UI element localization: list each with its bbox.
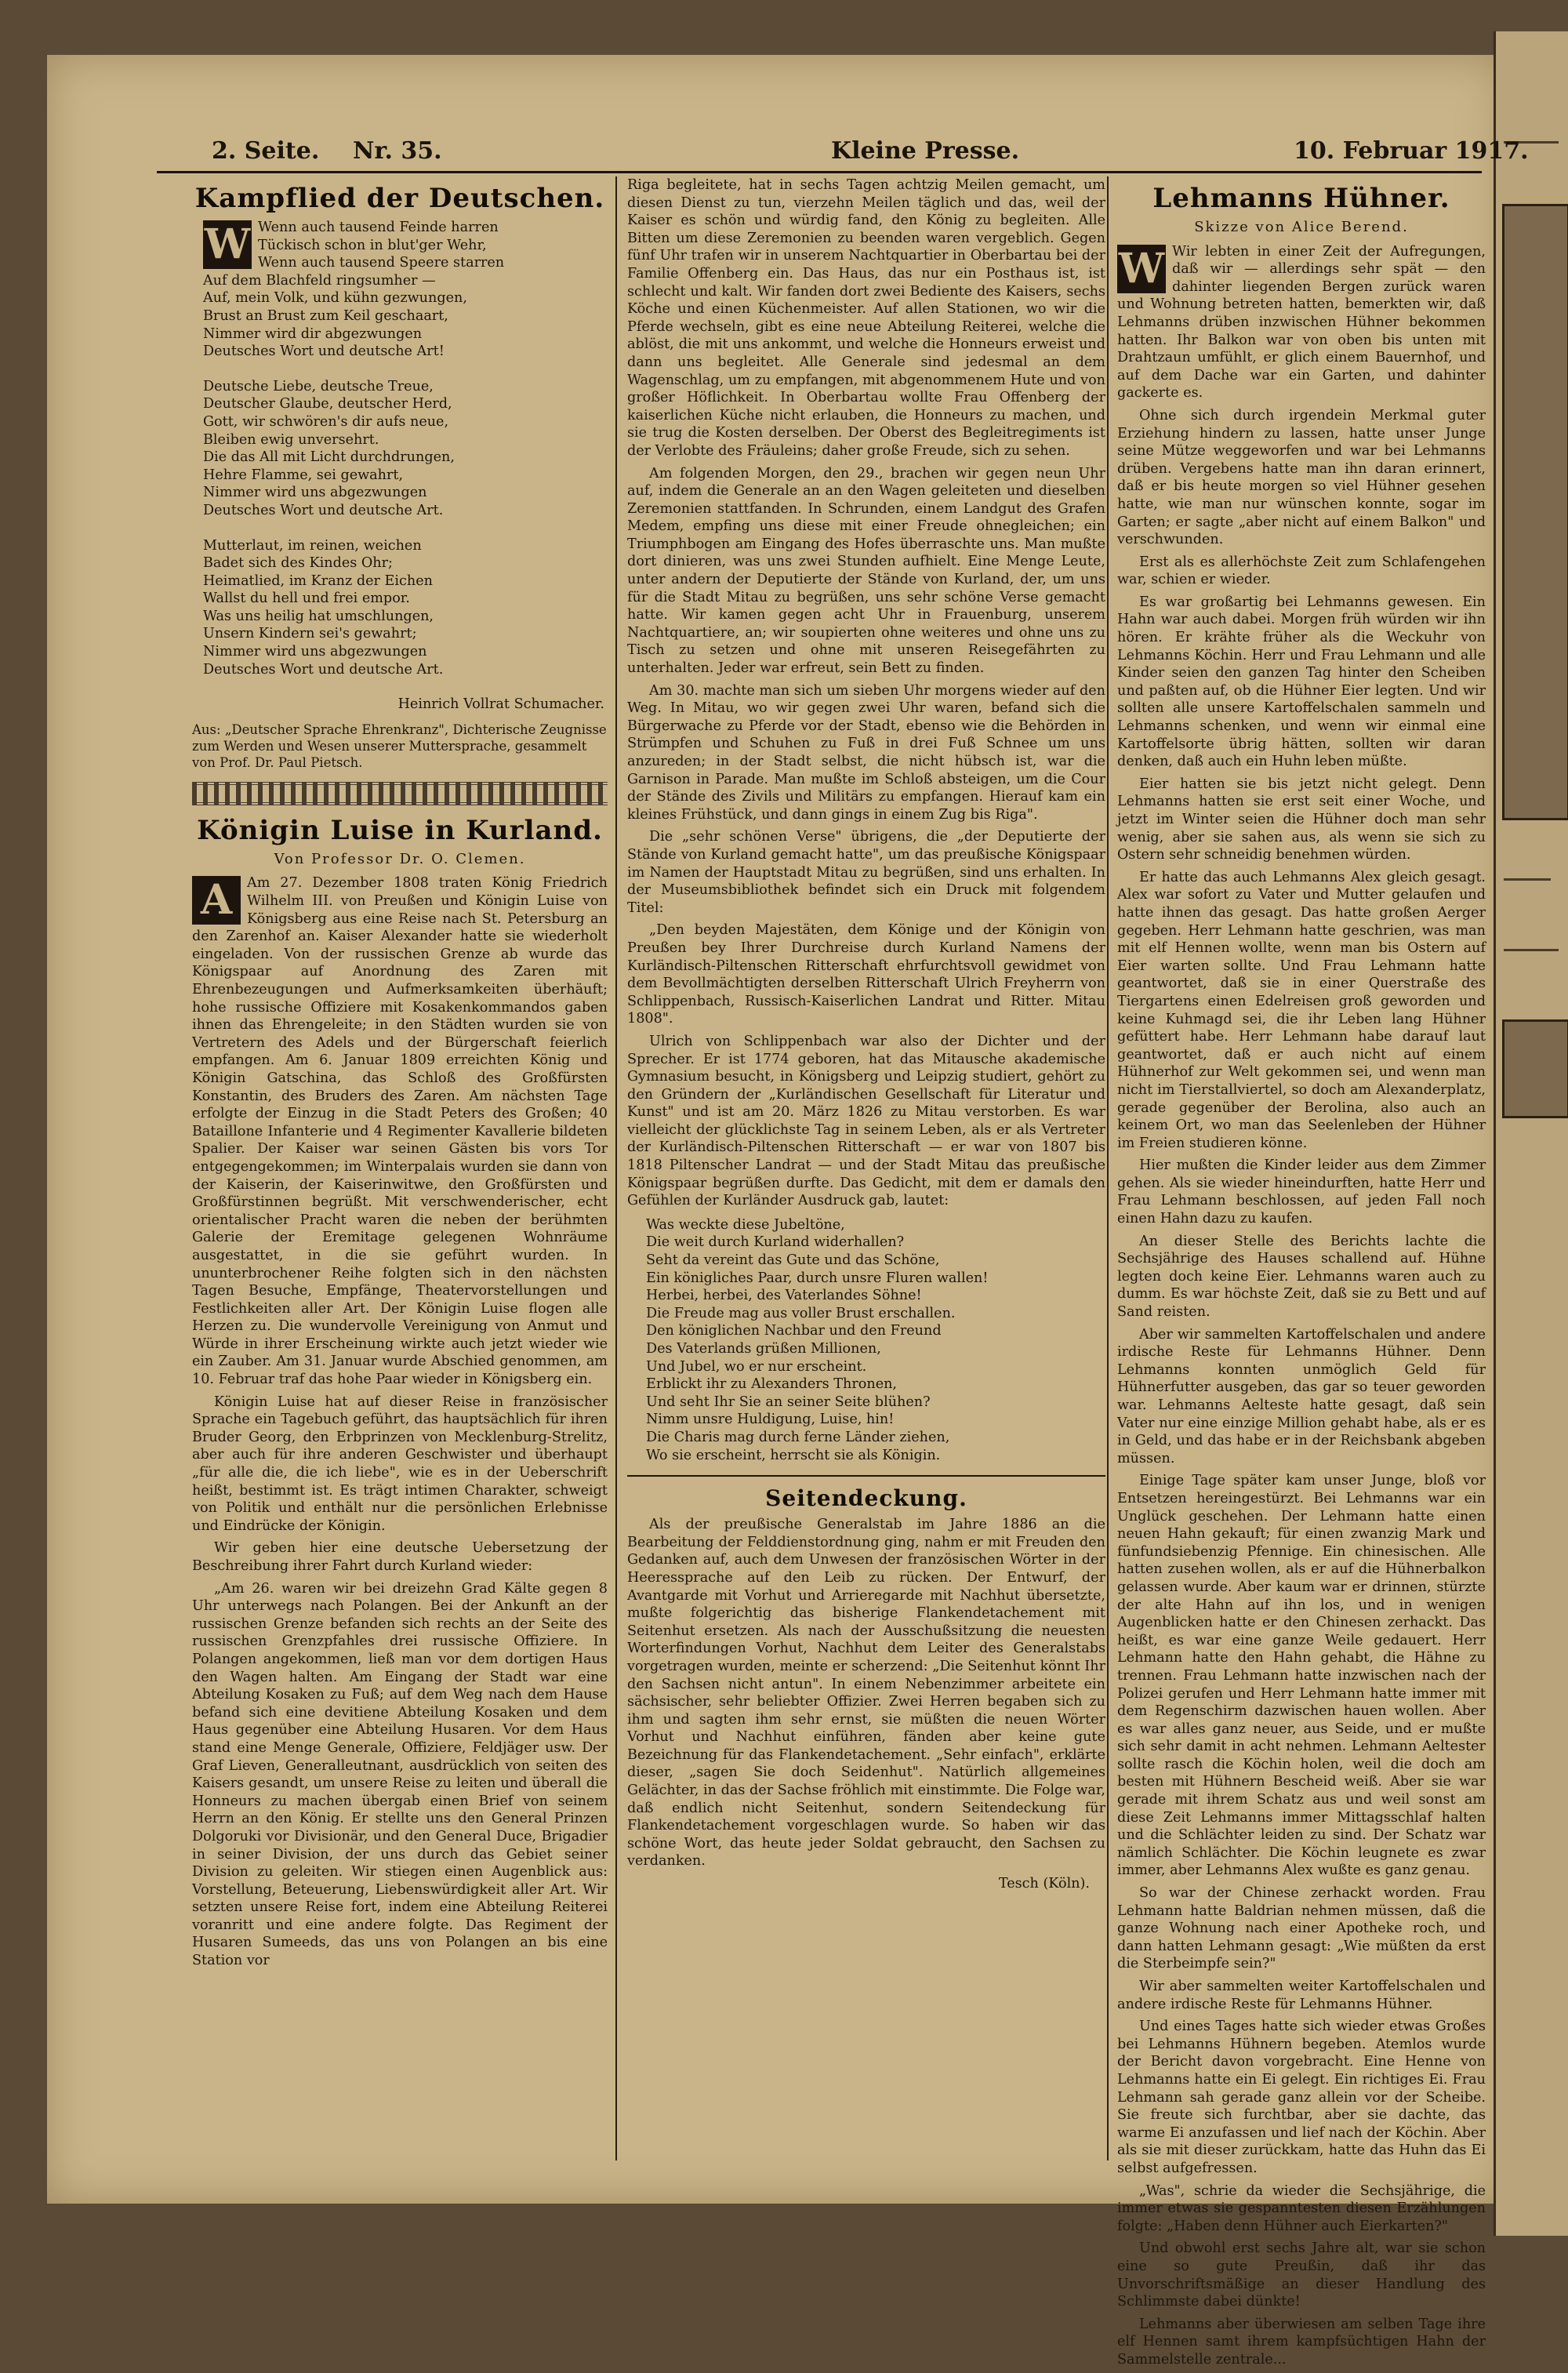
huehner-para-2: Ohne sich durch irgendein Merkmal guter Erziehung hindern zu lassen, hatte unser Junge seine Mütze weggeworfen und war bei Lehmanns drüben. Vergebens hatte man ihn daran erinnert, daß er bis heute morgen so viel Hühner gesehen hatte, wie man nur wünschen konnte, sogar im Garten; er sagte „aber nicht auf einem Balkon" und verschwunden. — [1117, 407, 1486, 548]
huehner-para-7: Hier mußten die Kinder leider aus dem Zimmer gehen. Als sie wieder hineindurften, hatte Herr und Frau Lehmann beschlossen, auf jeden Fall noch einen Hahn dazu zu kaufen. — [1117, 1157, 1486, 1227]
huehner-para-8: An dieser Stelle des Berichts lachte die Sechsjährige des Hauses schallend auf. Hühne legten doch keine Eier. Lehmanns waren auch zu dumm. Es war höchste Zeit, daß sie zu Bett und auf Sand reisten. — [1117, 1233, 1486, 1321]
dropcap-w2: W — [1118, 244, 1165, 293]
kampflied-title: Kampflied der Deutschen. — [194, 183, 605, 214]
col2-para-1: Riga begleitete, hat in sechs Tagen achtzig Meilen gemacht, um diesen Dienst zu tun, vierzehn Meilen täglich und das, weil der Kaiser es schön und würdig fand, den König zu begleiten. Alle Bitten um diese Zeremonien zu beenden waren vergeblich. Gegen fünf Uhr trafen wir in unserem Nachtquartier in Oberbartau bei der Familie Offenberg ein. Das Haus, das nur ein Posthaus ist, ist schlecht und kalt. Wir fanden dort zwei Bediente des Kaisers, sechs Köche und einen Küchenmeister. Auf allen Stationen, wo wir die Pferde wechseln, gibt es eine neue Abteilung Reiterei, welche die ablöst, die mit uns ankommt, und welche die Honneurs erweist und dann uns begleitet. Alle Generale sind jedesmal an dem Wagenschlag, um zu empfangen, mit abgenommenem Hute und von großer Höflichkeit. In Oberbartau wollte Frau Offenberg der kaiserlichen Küche nicht erlauben, die Honneurs zu machen, und sie trug die Kosten derselben. Der Oberst des Begleitregiments ist der Verlobte des Fräuleins; daher große Freude, sich zu sehen. — [627, 177, 1105, 459]
huehner-para-11: So war der Chinese zerhackt worden. Frau Lehmann hatte Baldrian nehmen müssen, daß die ganze Wohnung nach einer Apotheke roch, und dann hatten Lehmann gesagt: „Wie müßten da erst die Sterbeimpfe sein?" — [1117, 1885, 1486, 1972]
adjacent-page-edge — [1494, 31, 1568, 2236]
luise-para-1: Am 27. Dezember 1808 traten König Friedrich Wilhelm III. von Preußen und Königin Luise von Königsberg aus eine Reise nach St. Petersburg an den Zarenhof an. Kaiser Alexander hatte sie wiederholt eingeladen. Von der russischen Grenze ab wurde das Königspaar auf Anordnung des Zaren mit Ehrenbezeugungen und Aufmerksamkeiten überhäuft; hohe russische Offiziere mit Kosakenkommandos gaben ihnen das Ehrengeleite; in den Städten wurden sie von Vertretern des Adels und der Bürgerschaft feierlich empfangen. Am 6. Januar 1809 erreichten König und Königin Gatschina, das Schloß des Großfürsten Konstantin, des Bruders des Zaren. Am nächsten Tage erfolgte der Einzug in die Stadt Peters des Großen; 40 Bataillone Infanterie und 4 Regimenter Kavallerie bildeten Spalier. Der Kaiser war seinen Gästen bis vors Tor entgegengekommen; im Winterpalais wurden sie dann von der Kaiserin, der Kaiserinwitwe, den Großfürsten und Großfürstinnen begrüßt. Mit verschwenderischer, echt orientalischer Pracht waren die neben der berühmten Galerie der Eremitage gelegenen Wohnräume ausgestattet, in die sie geführt wurden. In ununterbrochener Reihe folgten sich in den nächsten Tagen Besuche, Empfänge, Theatervorstellungen und Festlichkeiten aller Art. Der Königin Luise flogen alle Herzen zu. Die wundervolle Vereinigung von Anmut und Würde in ihrer Erscheinung wirkte auch jetzt wieder wie ein Zauber. Am 31. Januar wurde Abschied genommen, am 10. Februar traf das hohe Paar wieder in Königsberg ein. — [192, 875, 608, 1388]
huehner-para-5: Eier hatten sie bis jetzt nicht gelegt. Denn Lehmanns hatten sie erst seit einer Woche, und jetzt im Winter seien die Hühner doch man sehr wenig, aber sie sahen aus, als wenn sie sich zu Ostern sehr schneidig benehmen würden. — [1117, 776, 1486, 863]
huehner-title: Lehmanns Hühner. — [1152, 183, 1450, 214]
huehner-para-6: Er hatte das auch Lehmanns Alex gleich gesagt. Alex war sofort zu Vater und Mutter gelaufen und hatte ihnen das gesagt. Das hatte großen Aerger gegeben. Herr Lehmann hatte geschrien, was man mit elf Hennen wollte, wenn man bis Ostern auf Eier warten sollte. Und Frau Lehmann hatte geantwortet, daß sie in einer Querstraße des Tiergartens einen Edelreisen groß geworden und keine Kuhmagd sei, die ihr Leben lang Hühner gefüttert habe. Herr Lehmann habe darauf laut geantwortet, daß er auch nicht auf einem Hühnerhof zur Welt gekommen sei, und wenn man nicht im Tierstallviertel, so doch am Alexanderplatz, gerade gegenüber der Berolina, also auch an keinem Ort, wo man das Seelenleben der Hühner im Freien studieren könne. — [1117, 869, 1486, 1151]
huehner-para-12: Wir aber sammelten weiter Kartoffelschalen und andere irdische Reste für Lehmanns Hühner. — [1117, 1979, 1486, 2012]
column-3 — [1117, 176, 1486, 2373]
kampflied-stanza-1: W Wenn auch tausend Feinde harren Tückisch schon in blut'ger Wehr, Wenn auch tausend Speere starren Auf dem Blachfeld ringsumher — Auf, mein Volk, und kühn gezwungen, Brust an Brust zum Keil geschaart, Nimmer wird dir abgezwungen Deutsches Wort und deutsche Art! — [203, 220, 505, 360]
luise-para-3: Wir geben hier eine deutsche Uebersetzung der Beschreibung ihrer Fahrt durch Kurland wieder: — [192, 1540, 608, 1574]
dropcap-w: W — [204, 220, 251, 268]
masthead: Kleine Presse. — [831, 137, 1020, 165]
page-number: 2. Seite. — [212, 137, 320, 165]
kampflied-stanza-3: Mutterlaut, im reinen, weichen Badet sich des Kindes Ohr; Heimatlied, im Kranz der Eichen Wallst du hell und frei empor. Was uns heilig hat umschlungen, Unsern Kindern sei's gewahrt; Nimmer wird uns abgezwungen Deutsches Wort und deutsche Art. — [203, 537, 444, 678]
header-rule — [157, 171, 1482, 173]
kampflied-source: Aus: „Deutscher Sprache Ehrenkranz", Dichterische Zeugnisse zum Werden und Wesen unserer Muttersprache, gesammelt von Prof. Dr. Paul Pietsch. — [192, 721, 607, 770]
col2-para-4: Die „sehr schönen Verse" übrigens, die „der Deputierte der Stände von Kurland gemacht hatte", um das preußische Königspaar im Namen der Hauptstadt Mitau zu begrüßen, sind uns erhalten. In der Museumsbibliothek befindet sich ein Druck mit folgendem Titel: — [627, 829, 1105, 916]
huehner-para-16: Lehmanns aber überwiesen am selben Tage ihre elf Hennen samt ihrem kampfsüchtigen Hahn der Sammelstelle zentrale... — [1117, 2316, 1486, 2368]
column-rule-2 — [1107, 176, 1109, 2160]
seiten-title: Seitendeckung. — [765, 1485, 967, 1512]
kampflied-author: Heinrich Vollrat Schumacher. — [397, 696, 604, 713]
huehner-para-10: Einige Tage später kam unser Junge, bloß vor Entsetzen hereingestürzt. Bei Lehmanns war ein Unglück geschehen. Der Lehmann hatte einen neuen Hahn gekauft; für einen zwanzig Mark und fünfundsiebenzig Pfennige. Ein chinesischen. Alle hatten zusehen wollen, als er auf die Hühnerbalkon gelassen wurde. Aber kaum war er drinnen, stürzte der alte Hahn auf ihn los, und in wenigen Augenblicken hatte er den Chinesen zerhackt. Das heißt, es war eine ganze Weile gedauert. Herr Lehmann hatte den Hahn gehabt, die Hähne zu trennen. Frau Lehmann hatte inzwischen nach der Polizei gerufen und Herr Lehmann hatte immer mit dem Regenschirm dazwischen hauen wollen. Aber es war alles ganz neuer, aus Seide, und er mußte sich sehr damit in acht nehmen. Lehmann Aeltester sollte rasch die Köchin holen, weil die doch am besten mit Hühnern Bescheid weiß. Aber sie war gerade mit ihrem Schatz aus und weil sonst am diese Zeit Lehmanns immer Mittagsschlaf halten und die Schlächter leiden zu sind. Der Schatz war nämlich Schlächter. Die Köchin leugnete es zwar immer, aber Lehmanns Alex wußte es ganz genau. — [1117, 1473, 1486, 1879]
huehner-para-3: Erst als es allerhöchste Zeit zum Schlafengehen war, schien er wieder. — [1117, 554, 1486, 588]
col2-para-3: Am 30. machte man sich um sieben Uhr morgens wieder auf den Weg. In Mitau, wo wir gegen zwei Uhr waren, befand sich die Bürgerwache zu Pferde vor der Stadt, ebenso wie die Behörden in Strümpfen und Schuhen zu Fuß in drei Fuß Schnee um uns anzureden; in der Stadt selbst, die nicht hübsch ist, war die Garnison in Parade. Man mußte im Schloß absteigen, um die Cour der Stände des Zivils und Militärs zu empfangen. Hierauf kam ein kleines Frühstück, und dann gings in einem Zug bis Riga". — [627, 682, 1105, 823]
huehner-para-15: Und obwohl erst sechs Jahre alt, war sie schon eine so gute Preußin, daß ihr das Unvorschriftsmäßige an dieser Handlung des Schlimmste dabei dünkte! — [1117, 2240, 1486, 2310]
huehner-para-1: Wir lebten in einer Zeit der Aufregungen, daß wir — allerdings sehr spät — den dahinter liegenden Bergen zurück waren und Wohnung betreten hatten, bemerkten wir, daß Lehmanns drüben inzwischen Hühner bekommen hatten. Ihr Balkon war von oben bis unten mit Drahtzaun umfühlt, er glich einem Bauernhof, und auf dem Dache war ein Garten, und dahinter gackerte es. — [1117, 243, 1486, 402]
luise-byline: Von Professor Dr. O. Clemen. — [274, 850, 526, 867]
col2-para-5: „Den beyden Majestäten, dem Könige und der Königin von Preußen bey Ihrer Durchreise durch Kurland Namens der Kurländisch-Piltenschen Ritterschaft ehrfurchtsvoll gewidmet von dem Bevollmächtigten derselben Ritterschaft Ulrich Freyherrn von Schlippenbach, Russisch-Kaiserlichen Landrat und Ritter. Mitau 1808". — [627, 922, 1105, 1027]
luise-para-2: Königin Luise hat auf dieser Reise in französischer Sprache ein Tagebuch geführt, das hauptsächlich für ihren Bruder Georg, den Erbprinzen von Mecklenburg-Strelitz, aber auch für ihre anderen Geschwister und überhaupt „für alle die, die ich liebe", wie es in der Ueberschrift heißt, bestimmt ist. Es trägt intimen Charakter, schweigt von Politik und enthält nur die persönlichen Erlebnisse und Eindrücke der Königin. — [192, 1394, 608, 1534]
huehner-para-14: „Was", schrie da wieder die Sechsjährige, die immer etwas sie gespanntesten diesen Erzählungen folgte: „Haben denn Hühner auch Eierkarten?" — [1117, 2182, 1486, 2234]
seiten-text: Als der preußische Generalstab im Jahre 1886 an die Bearbeitung der Felddienstordnung ging, nahm er mit Freuden den Gedanken auf, auch dem Unwesen der französischen Wörter in der Heeressprache auf den Leib zu rücken. Der Entwurf, der Avantgarde mit Vorhut und Arrieregarde mit Nachhut übersetzte, mußte folgerichtig das bisherige Flankendetachement mit Seitenhut ersetzen. Als nach der Ausschußsitzung die neuesten Worterfindungen Vorhut, Nachhut dem Leiter des Generalstabs vorgetragen wurden, meinte er scherzend: „Die Seitenhut könnt Ihr den Sachsen nicht antun". In einem Nebenzimmer arbeitete ein sächsischer, sehr beliebter Offizier. Zwei Herren begaben sich zu ihm und sagten ihm sehr ernst, sie müßten die neuen Wörter Vorhut und Nachhut einführen, fänden aber keine gute Bezeichnung für das Flankendetachement. „Sehr einfach", erklärte dieser, „sagen Sie doch Seidenhut". Natürlich allgemeines Gelächter, in das der Sachse fröhlich mit einstimmte. Die Folge war, daß endlich nicht Seitenhut, sondern Seitendeckung für Flankendetachement vorgeschlagen wurde. So haben wir das schöne Wort, das heute jeder Soldat gebraucht, den Sachsen zu verdanken. — [627, 1517, 1105, 1870]
issue-number: Nr. 35. — [353, 137, 442, 165]
dropcap-a: A — [192, 876, 241, 925]
luise-title: Königin Luise in Kurland. — [197, 814, 603, 846]
huehner-byline: Skizze von Alice Berend. — [1194, 219, 1409, 235]
huehner-para-13: Und eines Tages hatte sich wieder etwas Großes bei Lehmanns Hühnern begeben. Atemlos wurde der Bericht davon vorgebracht. Eine Henne von Lehmanns hatte ein Ei gelegt. Ein richtiges Ei. Frau Lehmann sah gerade ganz allein vor der Scheibe. Sie freute sich furchtbar, aber sie dachte, das warme Ei anzufassen und lief nach der Köchin. Aber als sie mit dieser zurückkam, hatte das Huhn das Ei selbst aufgefressen. — [1117, 2019, 1486, 2176]
kampflied-stanza-2: Deutsche Liebe, deutsche Treue, Deutscher Glaube, deutscher Herd, Gott, wir schwören's dir aufs neue, Bleiben ewig unversehrt. Die das All mit Licht durchdrungen, Hehre Flamme, sei gewahrt, Nimmer wird uns abgezwungen Deutsches Wort und deutsche Art. — [203, 378, 455, 518]
col2-para-2: Am folgenden Morgen, den 29., brachen wir gegen neun Uhr auf, indem die Generale an an den Wagen geleiteten und dieselben Zeremonien stattfanden. In Schrunden, einem Landgut des Grafen Medem, empfing uns diese mit einer Freude ohnegleichen; ein Triumphbogen am Eingang des Hofes überraschte uns. Man mußte dort dinieren, was uns zwei Stunden aufhielt. Eine Menge Leute, unter andern der Deputierte der Stände von Kurland, der, um uns für die Stadt Mitau zu begrüßen, uns sehr schöne Verse gemacht hatte. Wir kamen gegen acht Uhr in Frauenburg, unserem Nachtquartiere, an; wir soupierten ohne weiteres und ohne uns zu Tisch zu setzen und ohne mit unseren Reisegefährten zu unterhalten. Jeder war erfreut, sein Bett zu finden. — [627, 465, 1105, 677]
section-rule — [627, 1475, 1105, 1477]
huehner-para-4: Es war großartig bei Lehmanns gewesen. Ein Hahn war auch dabei. Morgen früh würden wir ihn hören. Er krähte früher als die Weckuhr von Lehmanns Köchin. Herr und Frau Lehmann und alle Kinder seien den ganzen Tag hinter den Scheiben und paßten auf, ob die Hühner Eier legten. Und wir sollten alle unsere Kartoffelschalen sammeln und Lehmanns schenken, und wenn wir einmal eine Kartoffelsorte übrig hätten, sollten wir daran denken, daß auch ein Huhn leben müßte. — [1117, 594, 1486, 770]
luise-para-4: „Am 26. waren wir bei dreizehn Grad Kälte gegen 8 Uhr unterwegs nach Polangen. Bei der Ankunft an der russischen Grenze befanden sich rechts an der Seite des russischen Grenzpfahles drei russische Offiziere. In Polangen angekommen, ließ man vor dem dortigen Haus den Wagen halten. Am Eingang der Stadt war eine Abteilung Kosaken zu Fuß; auf dem Weg nach dem Hause befand sich eine devitiene Abteilung Kosaken und dem Haus gegenüber eine Abteilung Husaren. Vor dem Haus stand eine Menge Generale, Offiziere, Feldjäger usw. Der Graf Lieven, Generalleutnant, ausdrücklich von seiten des Kaisers gesandt, um unsere Reise zu leiten und überall die Honneurs zu machen übergab einen Brief von seinem Herrn an den König. Er stellte uns den General Prinzen Dolgoruki vor Divisionär, und den General Duce, Brigadier in seiner Division, der uns durch das Gebiet seiner Division zu geleiten. Wir stiegen einen Augenblick aus: Vorstellung, Beteuerung, Liebenswürdigkeit aller Art. Wir setzten unsere Reise fort, indem eine Abteilung Reiterei voranritt und eine andere folgte. Das Regiment der Husaren Sumeeds, das uns von Polangen an bis eine Station vor — [192, 1580, 608, 1969]
huehner-para-9: Aber wir sammelten Kartoffelschalen und andere irdische Reste für Lehmanns Hühner. Denn Lehmanns konnten unmöglich Geld für Hühnerfutter ausgeben, das gar so teuer geworden war. Lehmanns Aelteste hatte gesagt, daß sein Vater nur eine einzige Million gehabt habe, als er es in Geld, und das habe er in der Reichsbank abgeben müssen. — [1117, 1326, 1486, 1466]
col2-para-6: Ulrich von Schlippenbach war also der Dichter und der Sprecher. Er ist 1774 geboren, hat das Mitausche akademische Gymnasium besucht, in Königsberg und Leipzig studiert, gehört zu den Gründern der „Kurländischen Gesellschaft für Literatur und Kunst" und ist am 20. März 1826 zu Mitau verstorben. Es war vielleicht der glücklichste Tag in seinem Leben, als er als Vertreter der Kurländisch-Piltenschen Ritterschaft — er war von 1807 bis 1818 Piltenscher Landrat — und der Stadt Mitau das preußische Königspaar begrüßen durfte. Das Gedicht, mit dem er damals den Gefühlen der Kurländer Ausdruck gab, lautet: — [627, 1033, 1105, 1209]
seiten-author: Tesch (Köln). — [998, 1876, 1090, 1892]
column-rule-1 — [615, 176, 617, 2160]
schlippenbach-poem: Was weckte diese Jubeltöne, Die weit durch Kurland widerhallen? Seht da vereint das Gute und das Schöne, Ein königliches Paar, durch unsre Fluren wallen! Herbei, herbei, des Vaterlandes Söhne! Die Freude mag aus voller Brust erschallen. Den königlichen Nachbar und den Freund Des Vaterlands grüßen Millionen, Und Jubel, wo er nur erscheint. Erblickt ihr zu Alexanders Thronen, Und seht Ihr Sie an seiner Seite blühen? Nimm unsre Huldigung, Luise, hin! Die Charis mag durch ferne Länder ziehen, Wo sie erscheint, herrscht sie als Königin. — [646, 1216, 989, 1463]
issue-date: 10. Februar 1917. — [1294, 137, 1529, 165]
page-header — [157, 137, 1529, 169]
ornamental-divider — [192, 782, 608, 805]
column-1 — [192, 176, 608, 1975]
column-2 — [627, 176, 1105, 1898]
